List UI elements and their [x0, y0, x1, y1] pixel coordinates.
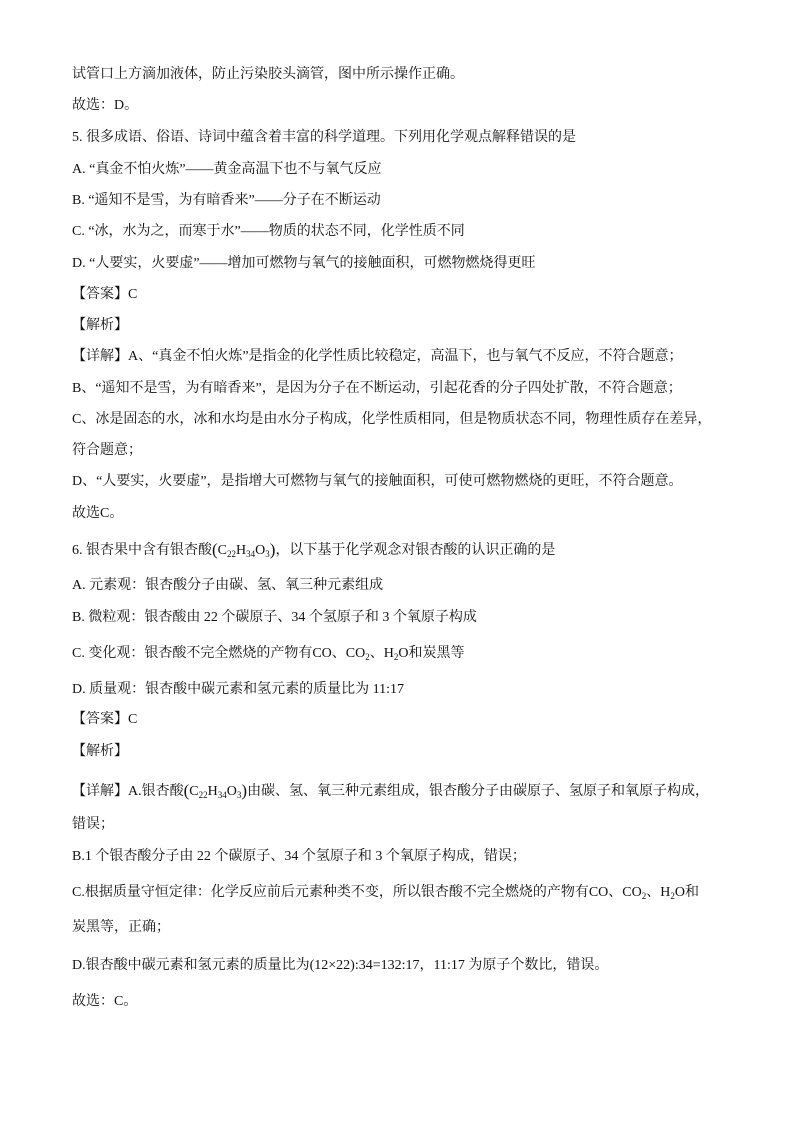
list-separator: 、 — [331, 646, 346, 661]
q5-option-c: C. “冰，水为之，而寒于水”——物质的状态不同，化学性质不同 — [72, 224, 465, 239]
q6-option-d: D. 质量观：银杏酸中碳元素和氢元素的质量比为 11:17 — [72, 682, 404, 697]
formula-subscript: 2 — [365, 652, 370, 662]
q6-option-c — [72, 644, 465, 664]
formula-subscript: 3 — [265, 549, 270, 559]
list-separator: 、 — [608, 885, 623, 900]
q5-detail-b: B、“遥知不是雪，为有暗香来”，是因为分子在不断运动，引起花香的分子四处扩散，不符合题意； — [72, 381, 682, 396]
q6-detail-a-text: 由碳、氢、氧三种元素组成，银杏酸分子由碳原子、氢原子和氧原子构成， — [247, 784, 710, 799]
q6-detail-d-text: D.银杏酸中碳元素和氢元素的质量比为 — [72, 958, 310, 973]
formula-close-paren: ) — [269, 540, 276, 559]
formula-element: O — [226, 784, 237, 799]
chem-products — [312, 646, 408, 661]
chem-products — [589, 885, 685, 900]
q6-answer: 【答案】C — [72, 712, 138, 727]
q6-detail-c-text: C.根据质量守恒定律：化学反应前后元素种类不变，所以银杏酸不完全燃烧的产物有 — [72, 885, 589, 900]
q6-stem — [72, 539, 555, 561]
formula-h2o-h: H — [660, 885, 671, 900]
formula-element: C — [189, 784, 199, 799]
formula-subscript: 2 — [641, 891, 647, 901]
q5-option-d: D. “人要实，火要虚”——增加可燃物与氧气的接触面积，可燃物燃烧得更旺 — [72, 256, 536, 271]
formula-subscript: 22 — [227, 549, 237, 559]
formula-element: C — [217, 543, 228, 558]
q5-detail-c: C、冰是固态的水，冰和水均是由水分子构成，化学性质相同，但是物质状态不同，物理性质存在差异， — [72, 412, 712, 427]
q5-stem: 5. 很多成语、俗语、诗词中蕴含着丰富的科学道理。下列用化学观点解释错误的是 — [72, 130, 576, 145]
q5-answer: 【答案】C — [72, 287, 138, 302]
list-separator: 、 — [646, 885, 661, 900]
q5-analysis-heading: 【解析】 — [72, 318, 128, 333]
q6-option-b: B. 微粒观：银杏酸由 22 个碳原子、34 个氢原子和 3 个氧原子构成 — [72, 610, 477, 625]
formula-co2: CO — [345, 646, 366, 661]
formula-open-paren: ( — [183, 781, 190, 800]
formula-subscript: 2 — [670, 891, 675, 901]
q6-detail-b: B.1 个银杏酸分子由 22 个碳原子、34 个氢原子和 3 个氧原子构成，错误； — [72, 849, 526, 864]
prev-question-explanation-line: 试管口上方滴加液体，防止污染胶头滴管，图中所示操作正确。 — [72, 67, 464, 82]
list-separator: 、 — [369, 646, 384, 661]
formula-subscript: 34 — [246, 549, 256, 559]
formula-subscript: 3 — [236, 790, 242, 800]
mass-ratio-expression: (12×22):34=132:17 — [309, 958, 420, 973]
q5-detail-c-continued: 符合题意； — [72, 443, 142, 458]
q6-detail-c — [72, 883, 699, 903]
q6-detail-c-continued: 炭黑等，正确； — [72, 920, 170, 935]
chem-formula-ginkgolic-acid — [212, 540, 276, 559]
q6-analysis-heading: 【解析】 — [72, 744, 128, 759]
formula-h2o-o: O — [398, 646, 409, 661]
q6-detail-a — [72, 780, 709, 802]
formula-subscript: 2 — [393, 652, 399, 662]
q6-detail-a-continued: 错误； — [72, 817, 114, 832]
chem-formula-ginkgolic-acid — [183, 781, 248, 800]
formula-element: H — [236, 543, 247, 558]
q6-stem-text: 6. 银杏果中含有银杏酸 — [72, 543, 212, 558]
q6-option-a: A. 元素观：银杏酸分子由碳、氢、氧三种元素组成 — [72, 578, 384, 593]
q6-stem-text: ，以下基于化学观念对银杏酸的认识正确的是 — [275, 543, 556, 558]
formula-h2o-o: O — [674, 885, 685, 900]
prev-question-choice: 故选：D。 — [72, 98, 139, 113]
q6-detail-d — [72, 956, 608, 976]
formula-element: O — [255, 543, 266, 558]
q6-detail-d-text: ，11:17 为原子个数比，错误。 — [419, 958, 609, 973]
q6-detail-c-text: 和 — [685, 885, 699, 900]
q5-detail-d: D、“人要实，火要虚”，是指增大可燃物与氧气的接触面积，可使可燃物燃烧的更旺，不符合题意。 — [72, 474, 683, 489]
formula-close-paren: ) — [241, 781, 248, 800]
formula-open-paren: ( — [212, 540, 218, 559]
q5-choice: 故选C。 — [72, 506, 124, 521]
formula-subscript: 22 — [198, 790, 208, 800]
formula-element: H — [207, 784, 218, 799]
formula-co2: CO — [622, 885, 642, 900]
q5-option-b: B. “遥知不是雪，为有暗香来”——分子在不断运动 — [72, 193, 381, 208]
q6-choice: 故选：C。 — [72, 994, 138, 1009]
q6-detail-a-text: 【详解】A.银杏酸 — [72, 784, 184, 799]
formula-co: CO — [312, 646, 332, 661]
formula-subscript: 34 — [217, 790, 227, 800]
q5-detail-a: 【详解】A、“真金不怕火炼”是指金的化学性质比较稳定，高温下，也与氧气不反应，不符合题意； — [72, 349, 683, 364]
q5-option-a: A. “真金不怕火炼”——黄金高温下也不与氧气反应 — [72, 162, 382, 177]
q6-option-c-text: 和炭黑等 — [408, 646, 465, 661]
formula-co: CO — [588, 885, 609, 900]
q6-option-c-text: C. 变化观：银杏酸不完全燃烧的产物有 — [72, 646, 313, 661]
formula-h2o-h: H — [383, 646, 394, 661]
